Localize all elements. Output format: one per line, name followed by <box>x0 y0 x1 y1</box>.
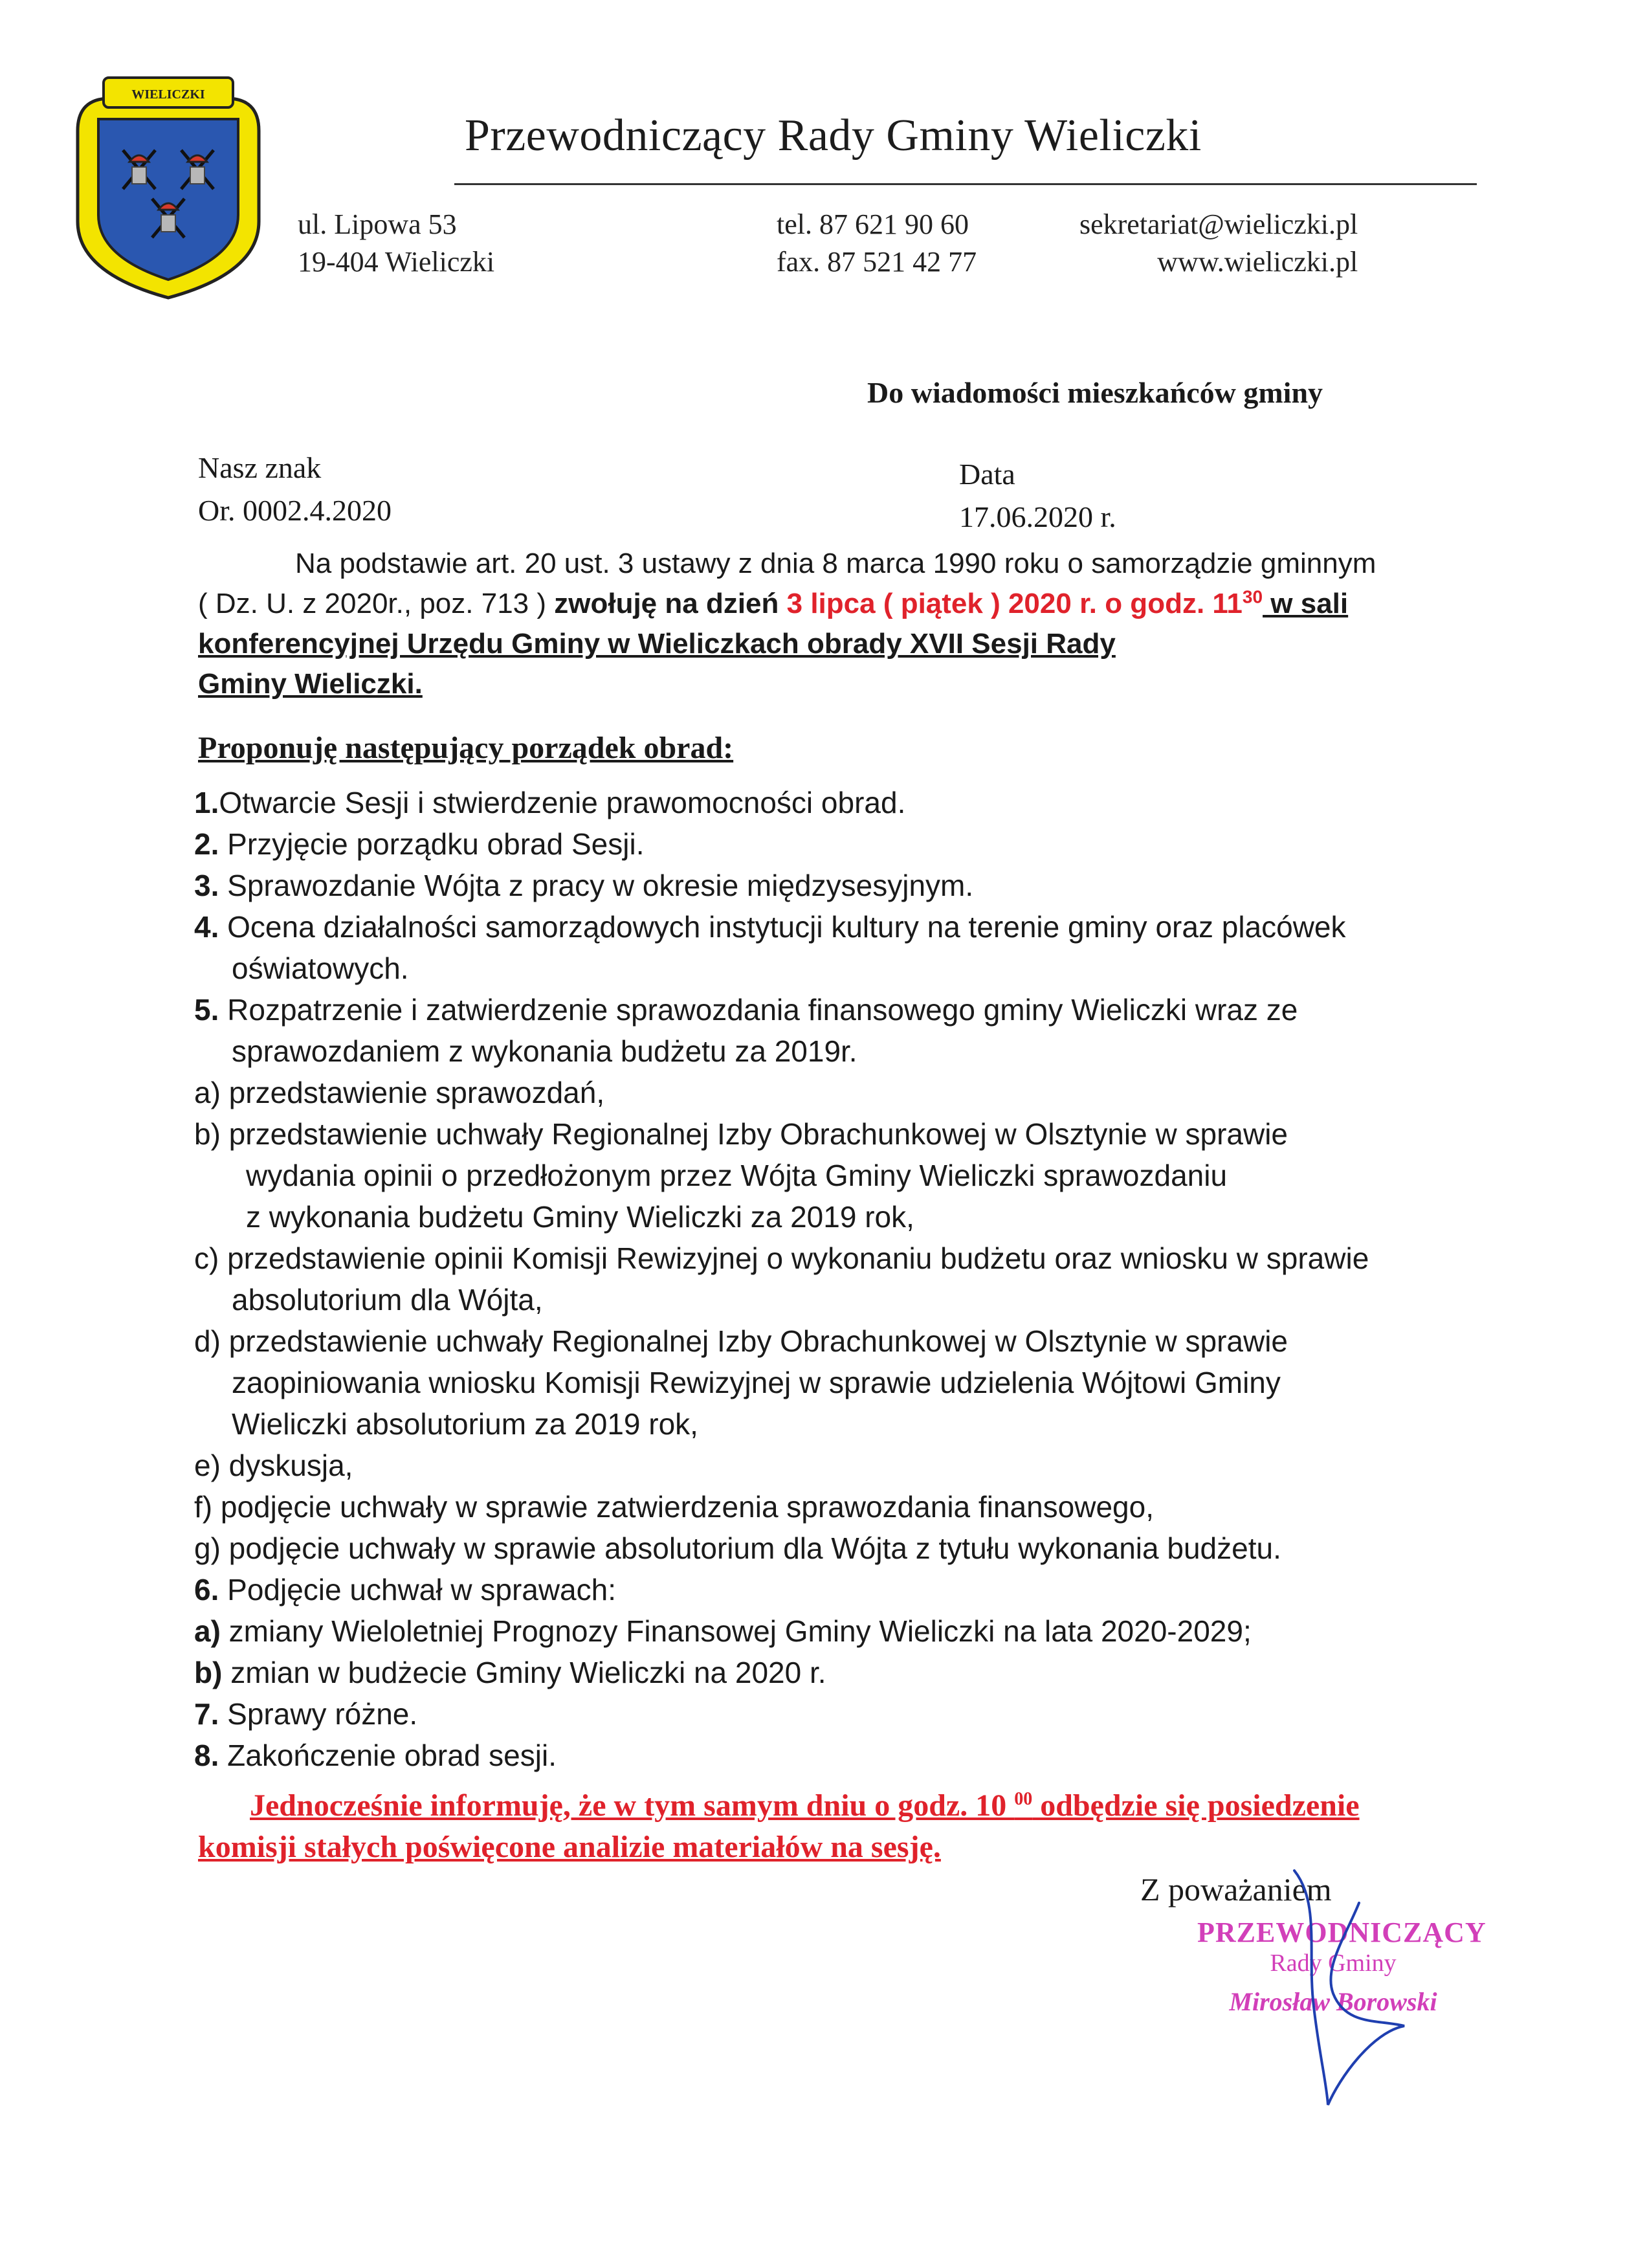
header-divider <box>454 183 1477 185</box>
session-date-time: 3 lipca ( piątek ) 2020 r. o godz. 11 <box>786 588 1243 619</box>
agenda-subitem-cont: zaopiniowania wniosku Komisji Rewizyjnej w sprawie udzielenia Wójtowi Gminy <box>232 1366 1281 1399</box>
reference-block <box>198 447 392 532</box>
phone-block <box>777 206 977 281</box>
date-label: Data <box>959 458 1015 491</box>
agenda-item: 3. Sprawozdanie Wójta z pracy w okresie międzysesyjnym. <box>194 869 974 902</box>
agenda-subitem: d) przedstawienie uchwały Regionalnej Izby Obrachunkowej w Olsztynie w sprawie <box>194 1324 1288 1358</box>
agenda-item-cont: oświatowych. <box>232 951 409 985</box>
phone-number: tel. 87 621 90 60 <box>777 208 969 240</box>
reference-label: Nasz znak <box>198 451 322 484</box>
notice-heading: Do wiadomości mieszkańców gminy <box>867 376 1323 409</box>
closing-line-1: Jednocześnie informuję, że w tym samym dniu o godz. 10 <box>250 1788 1015 1823</box>
crest-text: WIELICZKI <box>131 87 205 102</box>
handwritten-signature <box>1268 1864 1424 2110</box>
intro-venue-end: Gminy Wieliczki. <box>198 668 423 700</box>
agenda-item: 7. Sprawy różne. <box>194 1697 418 1731</box>
address-city: 19-404 Wieliczki <box>298 246 495 278</box>
agenda-subitem: b) przedstawienie uchwały Regionalnej Izby Obrachunkowej w Olsztynie w sprawie <box>194 1117 1288 1151</box>
agenda-item: 6. Podjęcie uchwał w sprawach: <box>194 1573 617 1606</box>
date-block <box>959 453 1116 539</box>
regards: Z poważaniem <box>1140 1871 1332 1907</box>
intro-paragraph <box>198 544 1531 704</box>
address-block <box>298 206 494 281</box>
closing-time-minutes: 00 <box>1014 1789 1033 1809</box>
agenda-heading: Proponuję następujący porządek obrad: <box>198 731 734 765</box>
agenda-item: 8. Zakończenie obrad sesji. <box>194 1739 557 1772</box>
intro-venue-start: w sali <box>1263 588 1349 619</box>
closing-note <box>198 1785 1518 1868</box>
agenda-subitem-cont: z wykonania budżetu Gminy Wieliczki za 2019 rok, <box>246 1200 914 1234</box>
stamp-council: Rady Gminy <box>1270 1950 1397 1977</box>
agenda-subitem: f) podjęcie uchwały w sprawie zatwierdzenia sprawozdania finansowego, <box>194 1490 1155 1524</box>
agenda-item: 1.Otwarcie Sesji i stwierdzenie prawomocności obrad. <box>194 786 906 819</box>
fax-number: fax. 87 521 42 77 <box>777 246 977 278</box>
agenda-subitem-cont: absolutorium dla Wójta, <box>232 1283 543 1317</box>
agenda-subitem: g) podjęcie uchwały w sprawie absolutorium dla Wójta z tytułu wykonania budżetu. <box>194 1531 1281 1565</box>
agenda-item: 2. Przyjęcie porządku obrad Sesji. <box>194 827 645 861</box>
website-link[interactable]: www.wieliczki.pl <box>1157 246 1358 278</box>
coat-of-arms-logo <box>65 60 272 300</box>
reference-number: Or. 0002.4.2020 <box>198 494 392 527</box>
stamp-title: PRZEWODNICZĄCY <box>1197 1917 1487 1948</box>
closing-line-1-end: odbędzie się posiedzenie <box>1032 1788 1360 1823</box>
contact-block <box>1079 206 1358 281</box>
agenda-item: 5. Rozpatrzenie i zatwierdzenie sprawozdania finansowego gminy Wieliczki wraz ze <box>194 993 1298 1027</box>
agenda-subitem-cont: wydania opinii o przedłożonym przez Wójta Gminy Wieliczki sprawozdaniu <box>246 1159 1228 1192</box>
letterhead-title: Przewodniczący Rady Gminy Wieliczki <box>465 111 1202 161</box>
agenda-subitem-cont: Wieliczki absolutorium za 2019 rok, <box>232 1407 698 1441</box>
agenda-subitem: b) zmian w budżecie Gminy Wieliczki na 2020 r. <box>194 1656 826 1689</box>
intro-convene: zwołuję na dzień <box>554 588 787 619</box>
date-value: 17.06.2020 r. <box>959 500 1116 533</box>
intro-venue: konferencyjnej Urzędu Gminy w Wieliczkach obrady XVII Sesji Rady <box>198 628 1116 660</box>
agenda-item-cont: sprawozdaniem z wykonania budżetu za 2019r. <box>232 1034 857 1068</box>
intro-legal-ref: ( Dz. U. z 2020r., poz. 713 ) <box>198 588 555 619</box>
intro-line-1: Na podstawie art. 20 ust. 3 ustawy z dnia 8 marca 1990 roku o samorządzie gminnym <box>295 548 1376 579</box>
session-time-minutes: 30 <box>1242 586 1263 607</box>
agenda-list <box>194 782 1592 1776</box>
address-street: ul. Lipowa 53 <box>298 208 457 240</box>
agenda-subitem: a) przedstawienie sprawozdań, <box>194 1076 605 1109</box>
agenda-subitem: a) zmiany Wieloletniej Prognozy Finansowej Gminy Wieliczki na lata 2020-2029; <box>194 1614 1252 1648</box>
agenda-subitem: c) przedstawienie opinii Komisji Rewizyjnej o wykonaniu budżetu oraz wniosku w sprawie <box>194 1241 1369 1275</box>
closing-line-2: komisji stałych poświęcone analizie materiałów na sesję. <box>198 1830 941 1864</box>
email-link[interactable]: sekretariat@wieliczki.pl <box>1079 208 1358 240</box>
agenda-subitem: e) dyskusja, <box>194 1449 353 1482</box>
agenda-item: 4. Ocena działalności samorządowych instytucji kultury na terenie gminy oraz placówek <box>194 910 1346 944</box>
stamp-name: Mirosław Borowski <box>1229 1987 1437 2016</box>
